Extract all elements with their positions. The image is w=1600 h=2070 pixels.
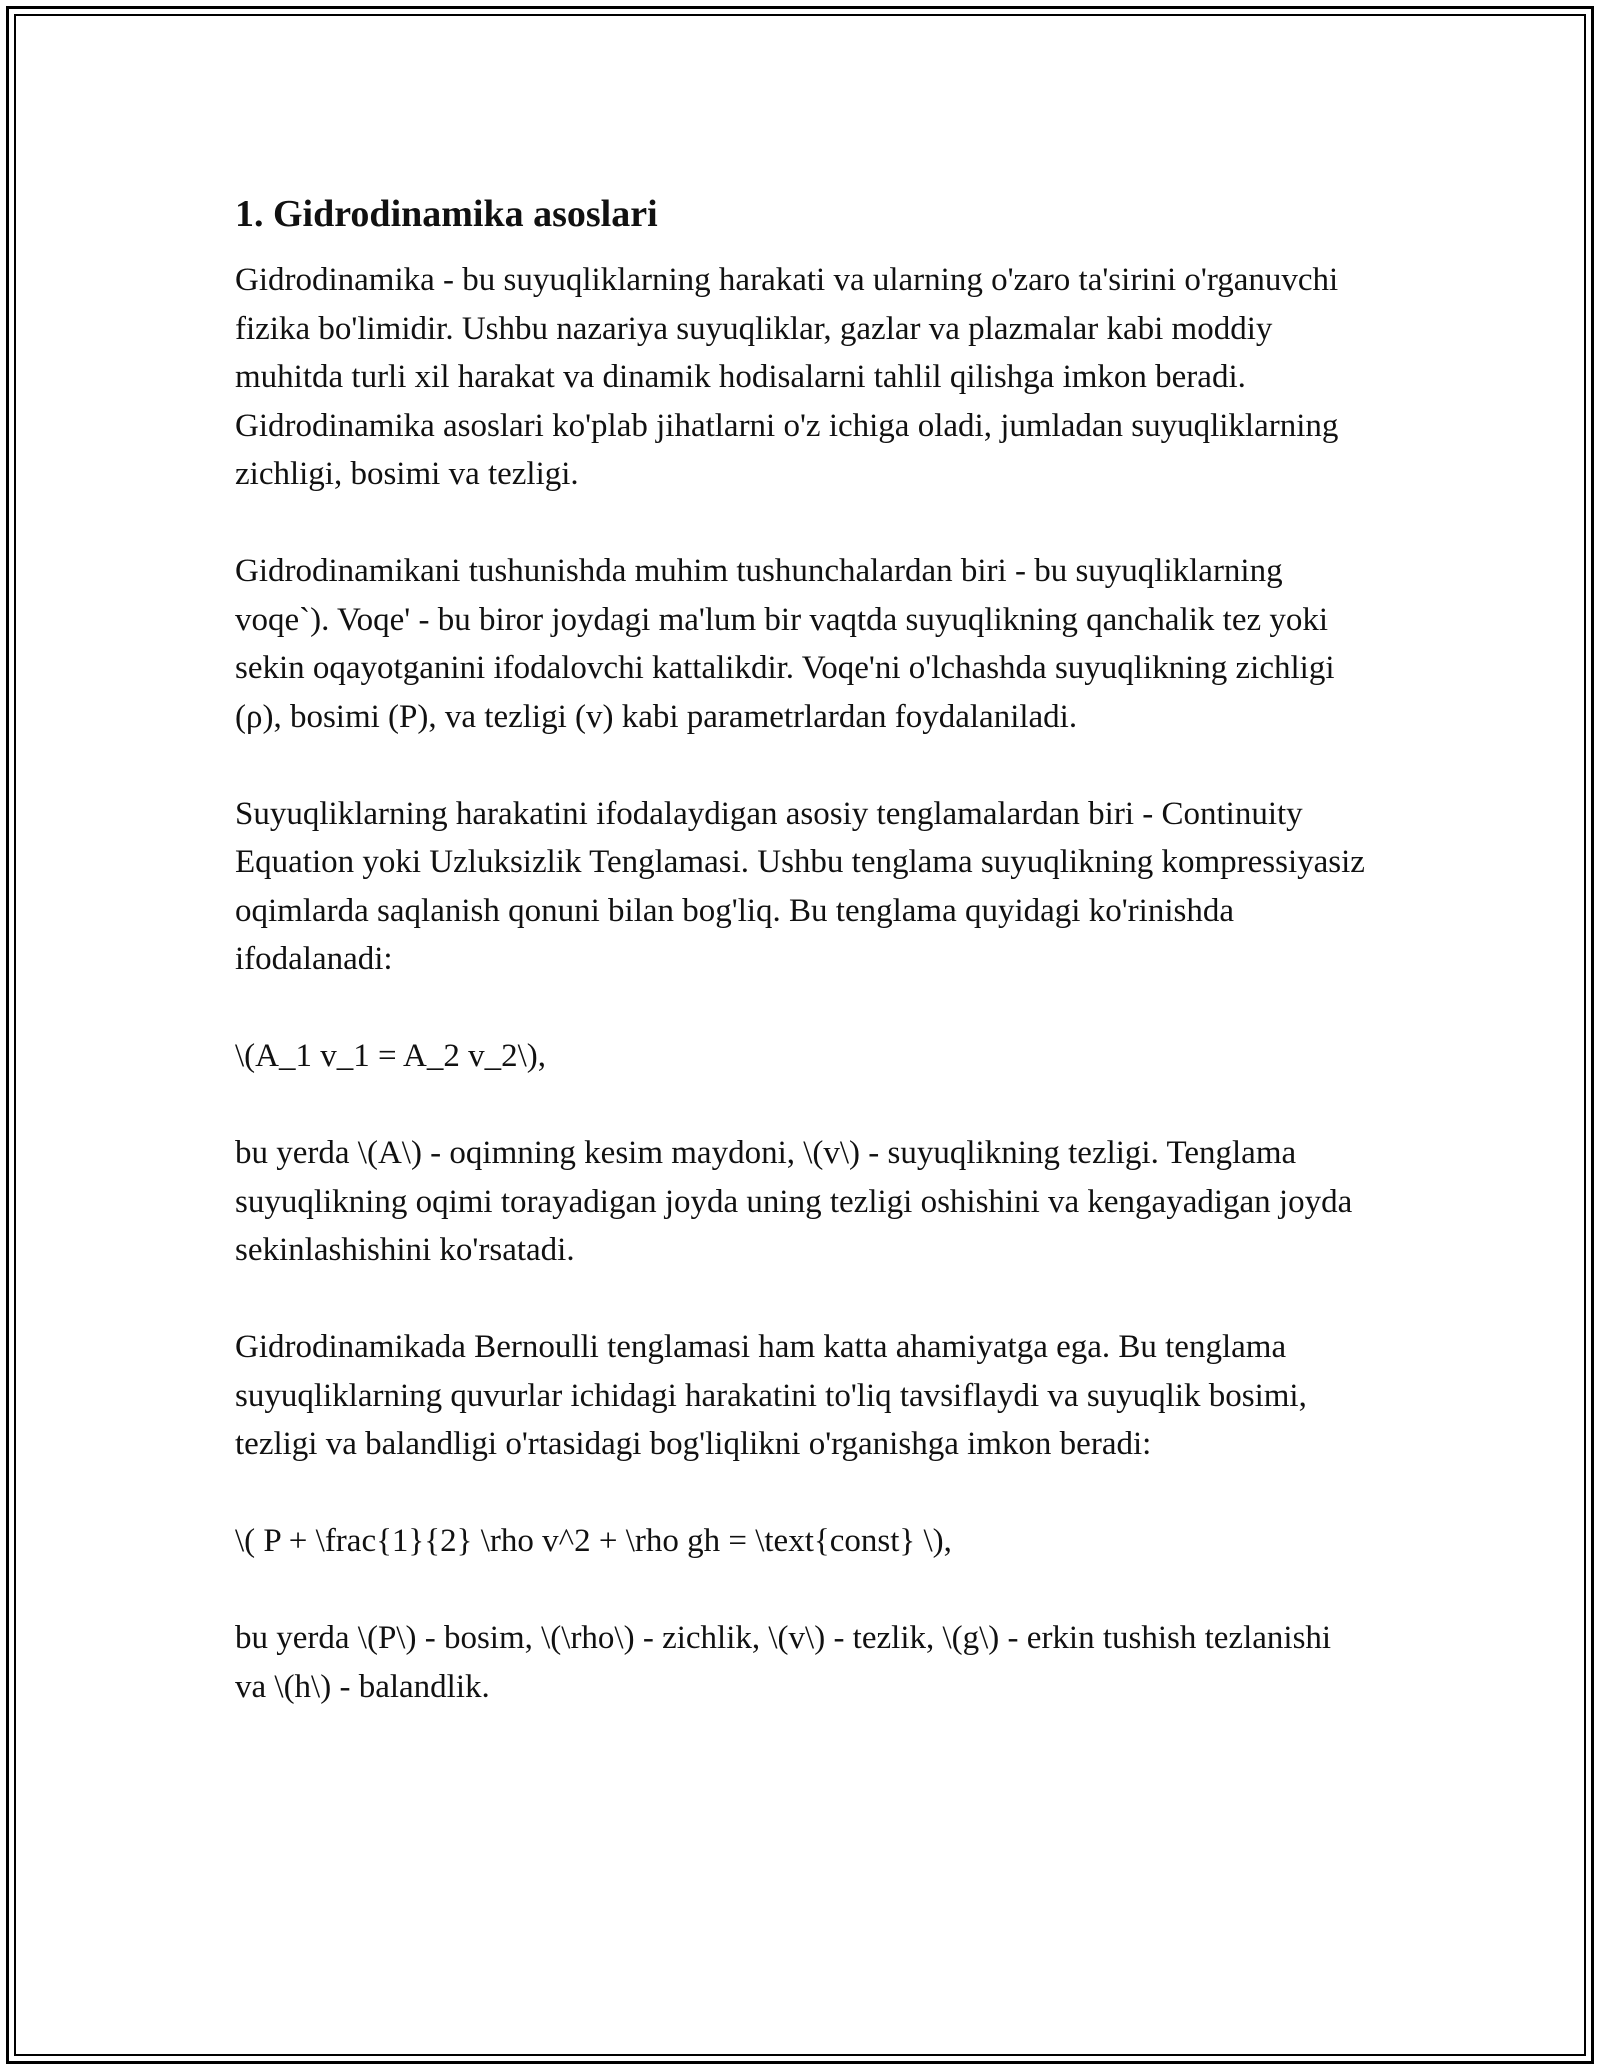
- equation-continuity: \(A_1 v_1 = A_2 v_2\),: [235, 1038, 547, 1074]
- paragraph-voqe: Gidrodinamikani tushunishda muhim tushunchalardan biri - bu suyuqliklarning voqe`). Voqe' - bu biror joydagi ma'lum bir vaqtda suyuqlikning qanchalik tez yoki sekin oqayotganini ifodalovchi kattalikdir. Voqe'ni o'lchashda suyuqlikning zichligi (ρ), bosimi (P), va tezligi (v) kabi parametrlardan foydalaniladi.: [235, 553, 1335, 735]
- document-body: [235, 188, 1365, 1711]
- paragraph-continuity: Suyuqliklarning harakatini ifodalaydigan asosiy tenglamalardan biri - Continuity Equation yoki Uzluksizlik Tenglamasi. Ushbu tenglama suyuqlikning kompressiyasiz oqimlarda saqlanish qonuni bilan bog'liq. Bu tenglama quyidagi ko'rinishda ifodalanadi:: [235, 795, 1365, 977]
- paragraph-bernoulli: Gidrodinamikada Bernoulli tenglamasi ham katta ahamiyatga ega. Bu tenglama suyuqliklarning quvurlar ichidagi harakatini to'liq tavsiflaydi va suyuqlik bosimi, tezligi va balandligi o'rtasidagi bog'liqlikni o'rganishga imkon beradi:: [235, 1329, 1307, 1462]
- paragraph-bernoulli-explanation: bu yerda \(P\) - bosim, \(\rho\) - zichlik, \(v\) - tezlik, \(g\) - erkin tushish tezlanishi va \(h\) - balandlik.: [235, 1620, 1332, 1705]
- paragraph-continuity-explanation: bu yerda \(A\) - oqimning kesim maydoni, \(v\) - suyuqlikning tezligi. Tenglama suyuqlikning oqimi torayadigan joyda uning tezligi oshishini va kengayadigan joyda sekinlashishini ko'rsatadi.: [235, 1135, 1353, 1268]
- paragraph-intro: Gidrodinamika - bu suyuqliklarning harakati va ularning o'zaro ta'sirini o'rganuvchi fizika bo'limidir. Ushbu nazariya suyuqliklar, gazlar va plazmalar kabi moddiy muhitda turli xil harakat va dinamik hodisalarni tahlil qilishga imkon beradi. Gidrodinamika asoslari ko'plab jihatlarni o'z ichiga oladi, jumladan suyuqliklarning zichligi, bosimi va tezligi.: [235, 262, 1339, 492]
- section-heading: 1. Gidrodinamika asoslari: [235, 193, 658, 235]
- equation-bernoulli: \( P + \frac{1}{2} \rho v^2 + \rho gh = \text{const} \),: [235, 1523, 952, 1559]
